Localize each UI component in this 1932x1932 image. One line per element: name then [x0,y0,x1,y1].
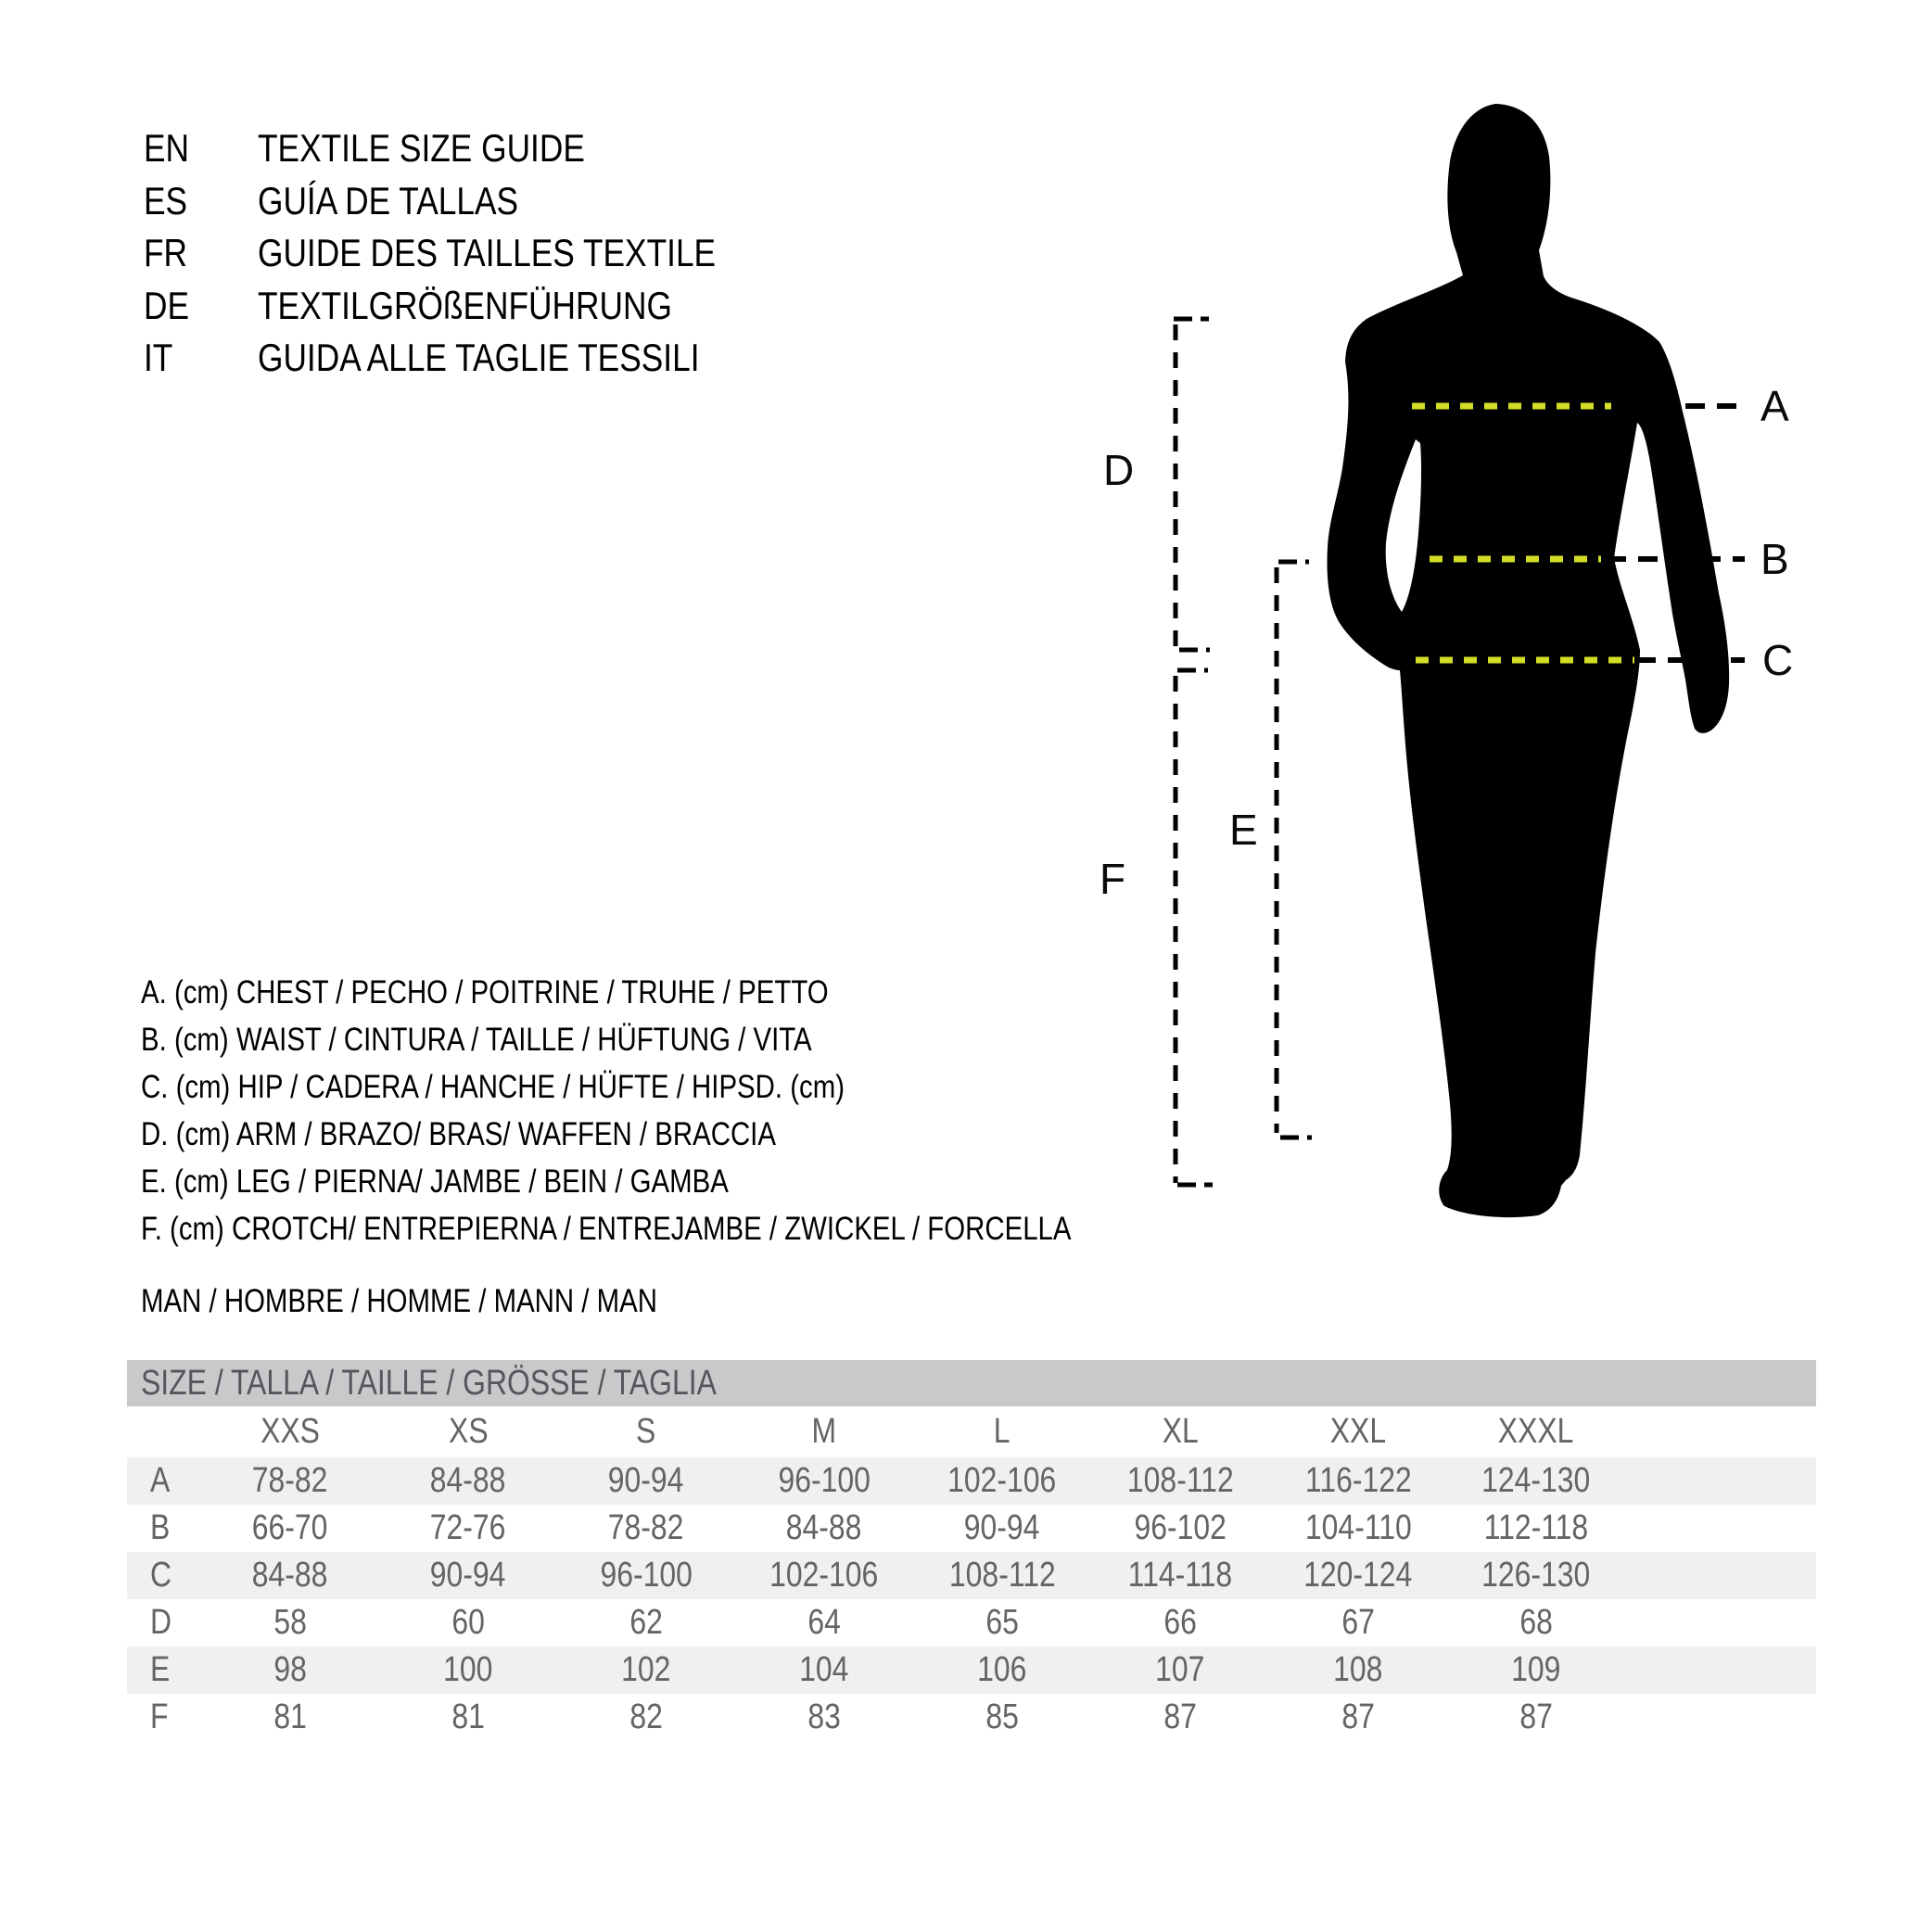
lang-code-es: ES [144,178,188,222]
table-row-hip: C 84-88 90-94 96-100 102-106 108-112 114-118 120-124 126-130 [127,1552,1816,1599]
size-col-xxl: XXL [1329,1412,1387,1451]
legend-line-f: F. (cm) CROTCH/ ENTREPIERNA / ENTREJAMBE / ZWICKEL / FORCELLA [141,1211,1072,1247]
table-row-arm: D 58 60 62 64 65 66 67 68 [150,1603,1553,1642]
table-row-waist: B 66-70 72-76 78-82 84-88 90-94 96-102 104-110 112-118 [150,1508,1589,1547]
table-row-crotch: F 81 81 82 83 85 87 87 87 [150,1697,1553,1736]
diagram-label-chest: A [1760,382,1789,430]
diagram-label-leg: E [1229,806,1258,854]
diagram-label-arm: D [1103,446,1135,494]
size-table [127,1360,1816,1741]
lang-title-de: TEXTILGRÖßENFÜHRUNG [258,283,672,327]
table-row-chest: A 78-82 84-88 90-94 96-100 102-106 108-112 116-122 124-130 [127,1457,1816,1505]
legend-line-c: C. (cm) HIP / CADERA / HANCHE / HÜFTE / HIPSD. (cm) [141,1069,845,1105]
lang-title-en: TEXTILE SIZE GUIDE [258,126,585,170]
diagram-label-crotch: F [1099,855,1126,903]
diagram-label-hip: C [1762,636,1794,684]
size-col-l: L [994,1412,1010,1451]
lang-code-fr: FR [144,231,188,274]
size-col-xxs: XXS [261,1412,320,1451]
diagram-label-waist: B [1760,535,1789,583]
legend-line-e: E. (cm) LEG / PIERNA/ JAMBE / BEIN / GAMBA [141,1163,729,1200]
lang-code-de: DE [144,283,190,327]
size-col-xs: XS [448,1412,489,1451]
size-col-m: M [811,1412,837,1451]
legend-line-d: D. (cm) ARM / BRAZO/ BRAS/ WAFFEN / BRACCIA [141,1116,776,1152]
size-table-header: SIZE / TALLA / TAILLE / GRÖSSE / TAGLIA [127,1360,1816,1406]
size-header-row [127,1406,1816,1457]
size-col-xl: XL [1162,1412,1199,1451]
lang-code-it: IT [144,336,173,379]
size-col-s: S [636,1412,656,1451]
lang-title-it: GUIDA ALLE TAGLIE TESSILI [258,336,700,379]
category-line: MAN / HOMBRE / HOMME / MANN / MAN [141,1283,657,1319]
legend-line-a: A. (cm) CHEST / PECHO / POITRINE / TRUHE / PETTO [141,974,829,1010]
legend-line-b: B. (cm) WAIST / CINTURA / TAILLE / HÜFTUNG / VITA [141,1022,812,1058]
lang-code-en: EN [144,126,190,170]
size-col-xxxl: XXXL [1498,1412,1574,1451]
lang-title-es: GUÍA DE TALLAS [258,178,519,222]
table-row-leg: E 98 100 102 104 106 107 108 109 [127,1646,1816,1694]
lang-title-fr: GUIDE DES TAILLES TEXTILE [258,231,717,274]
